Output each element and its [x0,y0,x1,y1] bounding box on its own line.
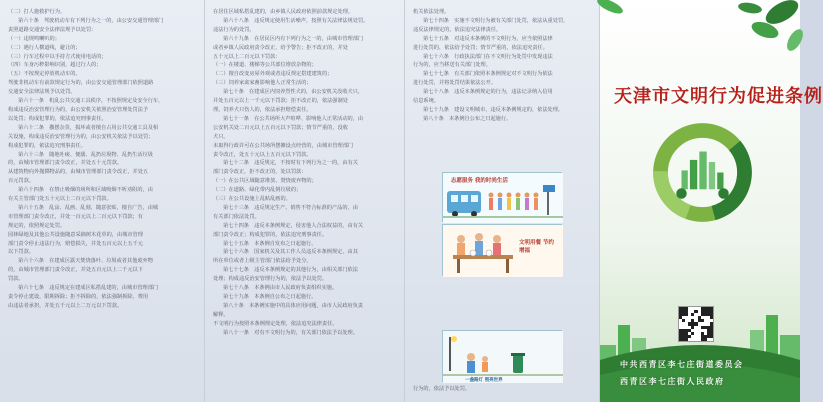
regulation-line: 未取得行政许可在公共场所摆摊设点经营的，由城市管理部门 [213,142,354,149]
regulation-line: 犬只。 [213,133,229,140]
regulation-line: 罚款。 [8,276,24,283]
regulation-line: 第七十五条 本条例自发布之日起施行。 [223,240,317,247]
regulation-line: 第七十七条 违反本条例规定的其他行为，由相关部门依法 [223,267,358,274]
regulation-line: 关设施，构成违反治安管理行为的，由公安机关依法予以处罚； [8,133,154,140]
regulation-line: 第七十六条 国家机关及其工作人员违反本条例规定，由其 [223,249,358,256]
regulation-line: 第七十四条 实施不文明行为被有关部门处罚，依法从重处罚， [423,17,569,24]
regulation-line: 责照道路交通安全法律法规予以处罚： [8,26,97,33]
panel-cover [600,0,823,402]
regulation-line: 第六十二条 撒摆杂货，损坏或者擅自占用公共交通工具及相 [18,124,159,131]
regulation-line: 第八十条 本条例实施中的具体应用问题，由市人民政府负责 [223,302,364,309]
slogan-volunteer: 志愿服务 我的时尚生活 [451,178,508,184]
regulation-line: 的，由城市管理部门责令改正，并处五十元罚款。 [8,160,123,167]
regulation-line: 进行处罚，并将处罚结果依法公开。 [413,80,497,87]
regulation-line: 驾驶非机动车有前款规定行为的，由公安交通管理部门依照道路 [8,80,154,87]
regulation-line: 有关部门依法处罚。 [213,213,260,220]
regulation-line: 违反法律规定的，依法追究法律责任。 [413,26,502,33]
regulation-line: 第七十三条 违反规定生产、销售不符合标准的产品的，由 [223,204,358,211]
trash-bin-icon [513,355,523,373]
regulation-line: 理。饲养犬只伤人的，依法承担赔偿责任。 [213,106,312,113]
regulation-line: 第七十七条 有关部门依照本条例规定对不文明行为依法 [423,71,553,78]
regulation-line: 规定的，依照规定处罚。 [8,222,66,229]
regulation-line: （一）违规鸣喇叭的； [8,35,60,42]
organizer-line-1: 中共西青区李七庄街道委员会 [620,360,744,369]
regulation-line: 第六十九条 在居民区内有下列行为之一的，由城市管理部门 [223,35,364,42]
regulation-line: 行为的，依法予以处罚。 [413,386,471,392]
regulation-line: 第七十九条 本条例自公布之日起施行。 [223,294,317,300]
regulation-line: 第七十四条 违反本条例规定，侵害他人合法权益的，由有关 [223,222,364,229]
regulation-line: 从建筑物向外抛掷物品的，由城市管理部门责令改正，并处五 [8,169,149,176]
regulation-line: 责令停止建设，限期拆除；拒不拆除的，依法强制拆除，费用 [8,294,149,300]
regulation-line: 有关主管部门处五十元以上二百元以下罚款。 [8,196,112,203]
regulation-line: 百元罚款。 [8,178,34,185]
regulation-line: 责令改正，处五十元以上五百元以下罚款。 [213,151,312,158]
regulation-line: 第六十四条 在禁止吸烟的场所和区域吸烟不听劝阻的，由 [18,187,153,194]
page-title: 天津市文明行为促进条例 [614,86,823,107]
regulation-text-column [213,8,396,338]
regulation-line: 以下罚款。 [8,249,34,256]
regulation-line: 第七十六条 行政执法部门在不文明行为处罚中发现违法 [423,53,553,60]
regulation-line: 第六十三条 随地吐痰、便溺、乱扔垃圾物、乱扔生活垃圾 [18,151,153,158]
regulation-line: （二）遇行人横道线，避让的； [8,44,81,51]
regulation-line: 第六十七条 违反规定在建成区私搭乱建的，由城市管理部门 [18,285,159,292]
regulation-line: 五十元以上二百元以下罚款： [213,53,281,60]
regulation-line: 园林绿地及其他公共设施随意采摘树木花草的，由城市管理 [8,231,143,238]
regulation-line: 部门责令停止违法行为，赔偿损失，并处五百元以上五千元 [8,240,143,247]
regulation-line: 第八十条 本条例自公布之日起施行。 [423,115,512,122]
regulation-line: 在居住区域私搭乱建的，由乡镇人民政府依照前款规定处理。 [213,9,354,15]
regulation-line: 部门责令改正，拒不改正的，处以罚款： [213,169,307,176]
panel-regulations-1 [0,0,205,402]
regulation-text-column [413,8,591,124]
regulation-line: 行为的，应当移送有关部门处理。 [413,62,491,69]
regulation-line: 机关依法处理。 [413,9,450,15]
regulation-line: 部门责令改正；构成犯罪的，依法追究刑事责任。 [213,231,328,238]
regulation-line: 或者乡镇人民政府责令改正，给予警告；拒不改正的，并处 [213,44,348,51]
regulation-line: 第七十一条 在公共场所大声喧哗、影响他人正常活动的，由 [223,115,364,122]
slogan-street: 一盏路灯 照亮世界 [465,378,503,383]
regulation-line: 的，由城市管理部门责令改正，并处五百元以上二千元以下 [8,267,143,274]
street-lamp-icon [449,337,451,371]
regulation-line: 第六十六条 在建成区露天焚烧落叶、垃圾或者其他废弃物 [18,258,153,265]
regulation-line: （一）在楼道、楼梯等公共部位堆放杂物的； [213,62,317,69]
regulation-text-tail [413,385,470,394]
regulation-line: 不文明行为按照本条例规定处理，依法追究法律责任。 [213,320,338,327]
regulation-line: 第六十条 驾驶机动车有下列行为之一的，由公安交通管理部门 [18,17,164,24]
regulation-line: 违法行为的处罚。 [213,26,255,33]
regulation-line: 交通安全法律法规予以处罚。 [8,89,76,96]
regulation-line: 第七十条 在建成区内饲养烈性犬的，由公安机关没收犬只， [223,89,364,96]
regulation-line: 以处罚；构成犯罪的，依法追究刑事责任。 [8,115,107,122]
regulation-line: （三）饲养家禽家畜影响他人正常生活的； [213,80,312,87]
regulation-line: （一）在公共区域随意堆放、焚烧废弃物的； [213,178,317,185]
regulation-line: 第七十八条 违反本条例规定的行为，违法记录纳入信用 [423,89,553,96]
regulation-line: 市管理部门责令改正，并处一百元以上二百元以下罚款；有 [8,213,143,220]
regulation-line: 公安机关处二百元以上五百元以下罚款；情节严重的，没收 [213,124,348,131]
regulation-line: 第七十二条 违反规定，不按时有下列行为之一的，由有关 [223,160,358,167]
regulation-line: （二）打人施救护行为。 [8,9,66,15]
regulation-line: 第六十五条 乱涂、乱画、乱刻、随意张贴，擅自广告，由城 [18,204,159,211]
regulation-line: 解释。 [213,311,229,318]
regulation-line: （五）不按规定停放机动车的。 [8,71,81,78]
regulation-line: 所在单位或者上级主管部门依法给予处分。 [213,258,312,265]
regulation-line: （四）车身污秽影响识别，超过行人的； [8,62,102,69]
illustration-bus-queue [442,172,562,222]
regulation-line: 第六十一条 机乱公共交通工具秩序，不按照规定及安全行车， [18,98,164,105]
regulation-line: 构成犯罪的，依法追究刑事责任。 [8,142,86,149]
regulation-line: （二）在道路、绿化带内乱倒垃圾的； [213,187,302,194]
street-drawing [443,331,563,383]
illustration-street [442,330,562,382]
panel-regulations-3 [405,0,600,402]
green-city-ring-graphic [650,120,755,225]
regulation-line: 处理；构成违反治安管理行为的，依法予以处罚。 [213,276,328,283]
regulation-line: （三）行车过程中以手持方式使用电话的； [8,53,107,60]
regulation-line: 信息系统。 [413,98,439,105]
slogan-dining: 文明用餐 节约增福 [519,240,554,254]
panel-regulations-2 [205,0,405,402]
regulation-line: 第六十八条 违反规定使用生活噪声，按照有关法律法规处罚。 [223,17,369,24]
regulation-line: （二）擅自改变房屋外观或者违反规定搭建建筑的； [213,71,333,78]
organizer-line-2: 西青区李七庄街人民政府 [620,377,725,386]
qr-code [678,306,714,342]
regulation-line: 第七十九条 建设文明城市，违反本条例规定的，依法处理。 [423,106,564,113]
regulation-line: 第七十五条 对违反本条例的不文明行为，应当依照法律 [423,35,553,42]
regulation-line: 第七十八条 本条例由市人民政府负责组织实施。 [223,285,338,292]
illustration-family-dinner [442,224,562,276]
regulation-text-column [8,8,196,311]
regulation-line: （三）在公共设施上乱贴乱画的。 [213,196,291,203]
regulation-line: 进行处罚的，依法给予处罚；情节严重的，依法追究责任。 [413,44,548,51]
regulation-line: 由违法者承担，并处五千元以上二万元以下罚款。 [8,302,123,309]
regulation-line: 构成违反治安管理行为的，由公安机关依照治安管理处罚法予 [8,106,149,113]
regulation-line: 第八十一条 对有不文明行为的，有关部门依法予以处理。 [223,329,358,336]
regulation-line: 并处五百元以上一千元以下罚款；拒不改正的，依法强制处 [213,98,348,105]
